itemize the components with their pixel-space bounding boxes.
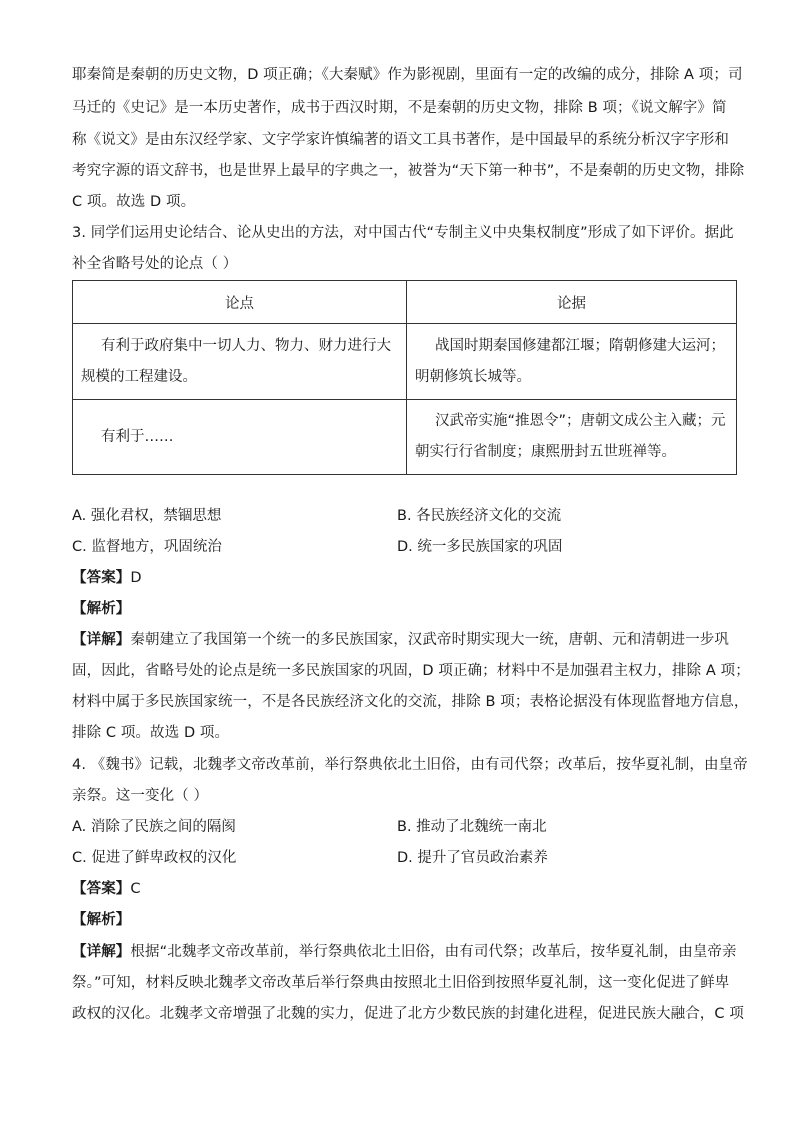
q3-detail-line-4: 排除 C 项。故选 D 项。 — [72, 725, 230, 741]
intro-line-5: C 项。故选 D 项。 — [72, 194, 196, 210]
q3-analysis-tag — [72, 594, 722, 625]
q4-stem-line-2: 亲祭。这一变化（ ） — [72, 788, 209, 804]
q3-stem-line-2: 补全省略号处的论点（ ） — [72, 256, 238, 272]
intro-line-2: 马迁的《史记》是一本历史著作，成书于西汉时期，不是秦朝的历史文物，排除 B 项；《说文解字》简 — [72, 100, 727, 116]
intro-line-4: 考究字源的语文辞书，也是世界上最早的字典之一，被誉为“天下第一种书”，不是秦朝的历史文物，排除 — [72, 163, 745, 179]
q3-detail-line-1 — [72, 625, 730, 656]
table-row — [73, 324, 737, 400]
intro-line-1: 耶秦简是秦朝的历史文物，D 项正确；《大秦赋》作为影视剧，里面有一定的改编的成分，排除 A 项；司 — [72, 67, 743, 83]
detail-text: 根据“北魏孝文帝改革前，举行祭典依北土旧俗，由有司代祭；改革后，按华夏礼制，由皇帝亲 — [130, 944, 737, 960]
table-cell-point — [73, 324, 407, 400]
table-cell-evidence — [407, 324, 737, 400]
table-header-point: 论点 — [73, 281, 407, 324]
q4-option-d: D. 提升了官员政治素养 — [397, 850, 548, 866]
q3-detail-line-3: 材料中属于多民族国家统一，不是各民族经济文化的交流，排除 B 项；表格论据没有体现监督地方信息， — [72, 694, 749, 710]
q4-option-b: B. 推动了北魏统一南北 — [397, 819, 547, 835]
q4-detail-line-1 — [72, 937, 737, 968]
answer-value: D — [130, 570, 142, 586]
q4-detail-line-3: 政权的汉化。北魏孝文帝增强了北魏的实力，促进了北方少数民族的封建化进程，促进民族大融合，C 项 — [72, 1006, 744, 1022]
cell-line: 规模的工程建设。 — [81, 368, 197, 385]
table-cell-point — [73, 400, 407, 475]
cell-line: 明朝修筑长城等。 — [415, 368, 531, 385]
table-cell-evidence — [407, 400, 737, 475]
answer-tag: 【答案】 — [72, 881, 131, 897]
q4-option-c: C. 促进了鲜卑政权的汉化 — [72, 850, 237, 866]
q4-detail-line-2: 祭。”可知，材料反映北魏孝文帝改革后举行祭典由按照北土旧俗到按照华夏礼制，这一变化促进了鲜卑 — [72, 975, 730, 991]
detail-tag: 【详解】 — [72, 944, 131, 960]
q3-option-b: B. 各民族经济文化的交流 — [397, 508, 562, 524]
q3-option-c: C. 监督地方，巩固统治 — [72, 539, 222, 555]
cell-line: 有利于政府集中一切人力、物力、财力进行大 — [101, 337, 391, 354]
q4-analysis-tag — [72, 905, 722, 936]
q4-answer — [72, 874, 722, 905]
q4-stem-line-1: 4. 《魏书》记载，北魏孝文帝改革前，举行祭典依北土旧俗，由有司代祭；改革后，按华夏礼制，由皇帝 — [72, 757, 748, 773]
intro-line-3: 称《说文》是由东汉经学家、文字学家许慎编著的语文工具书著作，是中国最早的系统分析汉字字形和 — [72, 132, 729, 148]
cell-line: 战国时期秦国修建都江堰；隋朝修建大运河； — [435, 337, 725, 354]
detail-text: 秦朝建立了我国第一个统一的多民族国家，汉武帝时期实现大一统，唐朝、元和清朝进一步巩 — [130, 632, 730, 648]
q3-detail-line-2: 固，因此，省略号处的论点是统一多民族国家的巩固，D 项正确；材料中不是加强君主权力，排除 A 项； — [72, 663, 750, 679]
analysis-tag: 【解析】 — [72, 601, 131, 617]
answer-value: C — [130, 881, 141, 897]
q3-option-a: A. 强化君权，禁锢思想 — [72, 508, 222, 524]
analysis-tag: 【解析】 — [72, 912, 131, 928]
q3-stem-line-1: 3. 同学们运用史论结合、论从史出的方法，对中国古代“专制主义中央集权制度”形成了如下评价。据此 — [72, 225, 734, 241]
q3-answer — [72, 563, 722, 594]
table-row — [73, 400, 737, 475]
cell-line: 有利于…… — [101, 428, 174, 445]
q4-option-a: A. 消除了民族之间的隔阂 — [72, 819, 236, 835]
detail-tag: 【详解】 — [72, 632, 131, 648]
answer-tag: 【答案】 — [72, 570, 131, 586]
q3-option-d: D. 统一多民族国家的巩固 — [397, 539, 563, 555]
q3-argument-table — [72, 280, 737, 475]
cell-line: 朝实行行省制度；康熙册封五世班禅等。 — [415, 444, 676, 460]
table-header-row — [73, 281, 737, 324]
cell-line: 汉武帝实施“推恩令”；唐朝文成公主入藏；元 — [435, 413, 726, 429]
table-header-evidence: 论据 — [407, 281, 737, 324]
